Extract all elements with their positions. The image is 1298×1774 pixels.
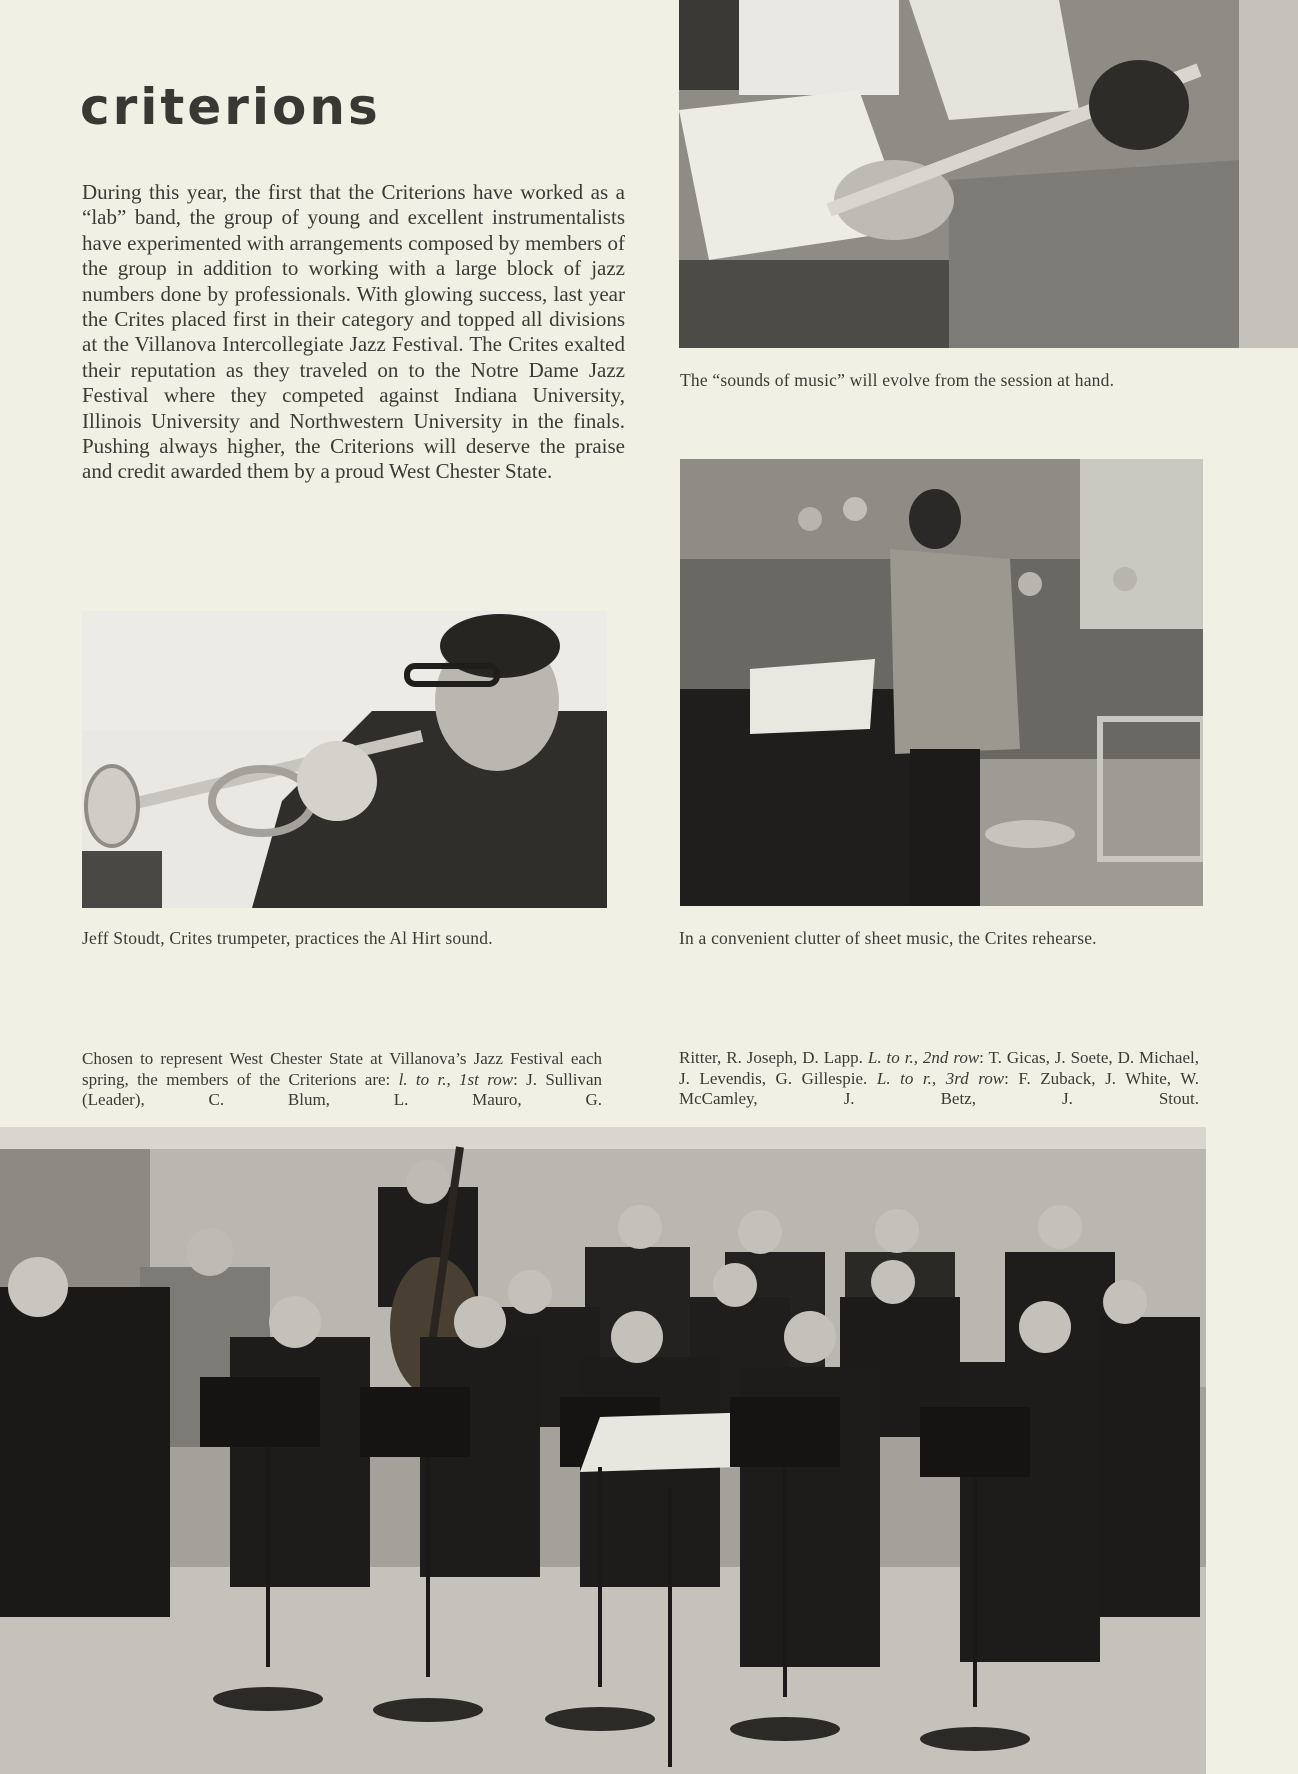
row2-label: L. to r., 2nd row (867, 1048, 980, 1067)
article-body: During this year, the first that the Criterions have worked as a “lab” band, the group of young and excellent instrumentalists have experimented with arrangements composed by members of the group in addition to working with a large block of jazz numbers done by professionals. With glowing success, last year the Crites placed first in their category and topped all divisions at the Villanova Intercollegiate Jazz Festival. The Crites exalted their reputation as they traveled on to the Notre Dame Jazz Festival where they competed against Indiana University, Illinois University and Northwestern University in the finals. Pushing always higher, the Criterions will deserve the praise and credit awarded them by a proud West Chester State. (82, 180, 625, 484)
group-caption-intro: Chosen to represent West Chester State at Villanova’s Jazz Festival each spring, the members of the Criterions are: (82, 1049, 602, 1089)
photo-trumpeter (82, 611, 607, 908)
group-caption-right (679, 1048, 1199, 1110)
row2-names: : T. Gicas, J. Soete, D. Michael, J. Levendis, G. Gillespie. (679, 1048, 1199, 1088)
photo-rehearsal (680, 459, 1203, 906)
row1-label: l. to r., 1st row (398, 1069, 514, 1089)
row1-names: : J. Sullivan (Leader), C. Blum, L. Mauro, G. (82, 1069, 602, 1109)
group-caption-left (82, 1049, 602, 1111)
caption-trumpeter: Jeff Stoudt, Crites trumpeter, practices the Al Hirt sound. (82, 928, 493, 948)
row1-names-continued: Ritter, R. Joseph, D. Lapp. (679, 1048, 868, 1067)
page-title: criterions (80, 78, 381, 136)
photo-trombone-session (679, 0, 1298, 348)
row3-names: : F. Zuback, J. White, W. McCamley, J. Betz, J. Stout. (679, 1068, 1199, 1108)
caption-trombone: The “sounds of music” will evolve from the session at hand. (680, 370, 1115, 390)
photo-band-group (0, 1127, 1206, 1774)
caption-rehearsal: In a convenient clutter of sheet music, the Crites rehearse. (679, 928, 1097, 948)
row3-label: L. to r., 3rd row (876, 1068, 1005, 1088)
